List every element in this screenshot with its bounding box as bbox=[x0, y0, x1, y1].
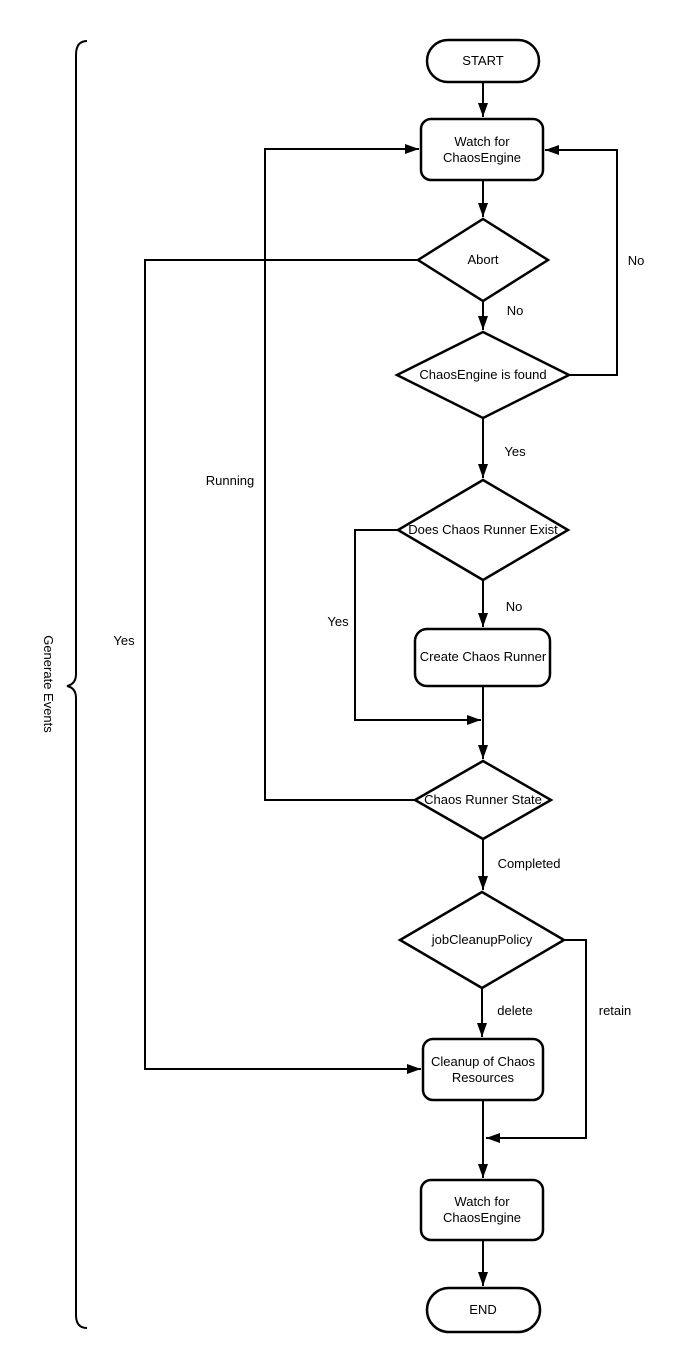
chaos-runner-state-label: Chaos Runner State bbox=[424, 791, 542, 807]
watch-chaosengine-2-label: Watch for ChaosEngine bbox=[442, 1193, 522, 1225]
edge-label-found-yes: Yes bbox=[504, 443, 526, 459]
edge-label-exist-bypass-yes: Yes bbox=[327, 613, 349, 629]
edge-label-found-loop-no: No bbox=[627, 252, 645, 268]
abort-label: Abort bbox=[467, 251, 499, 267]
chaos-runner-exist-label: Does Chaos Runner Exist bbox=[408, 521, 558, 537]
watch-chaosengine-1-label: Watch for ChaosEngine bbox=[442, 133, 522, 165]
edge-abort-yes-to-cleanup bbox=[145, 260, 421, 1069]
edge-label-policy-delete: delete bbox=[497, 1002, 533, 1018]
end-node-label: END bbox=[469, 1301, 497, 1317]
edge-label-policy-retain: retain bbox=[598, 1002, 632, 1018]
generate-events-bracket bbox=[67, 41, 87, 1328]
start-node-label: START bbox=[462, 52, 504, 68]
edge-label-abort-no: No bbox=[506, 302, 524, 318]
generate-events-label: Generate Events bbox=[41, 635, 57, 733]
edge-label-state-completed: Completed bbox=[497, 855, 561, 871]
chaosengine-found-label: ChaosEngine is found bbox=[419, 366, 547, 382]
job-cleanup-policy-label: jobCleanupPolicy bbox=[431, 931, 533, 947]
edge-found-no-loop-to-watch1 bbox=[545, 150, 617, 375]
edge-state-running-to-watch1 bbox=[265, 149, 419, 800]
create-chaos-runner-label: Create Chaos Runner bbox=[419, 648, 547, 664]
cleanup-chaos-resources-label: Cleanup of Chaos Resources bbox=[430, 1053, 536, 1085]
edge-label-state-running: Running bbox=[205, 472, 255, 488]
edge-label-abort-cleanup-yes: Yes bbox=[113, 632, 135, 648]
edge-label-exist-no: No bbox=[505, 598, 523, 614]
